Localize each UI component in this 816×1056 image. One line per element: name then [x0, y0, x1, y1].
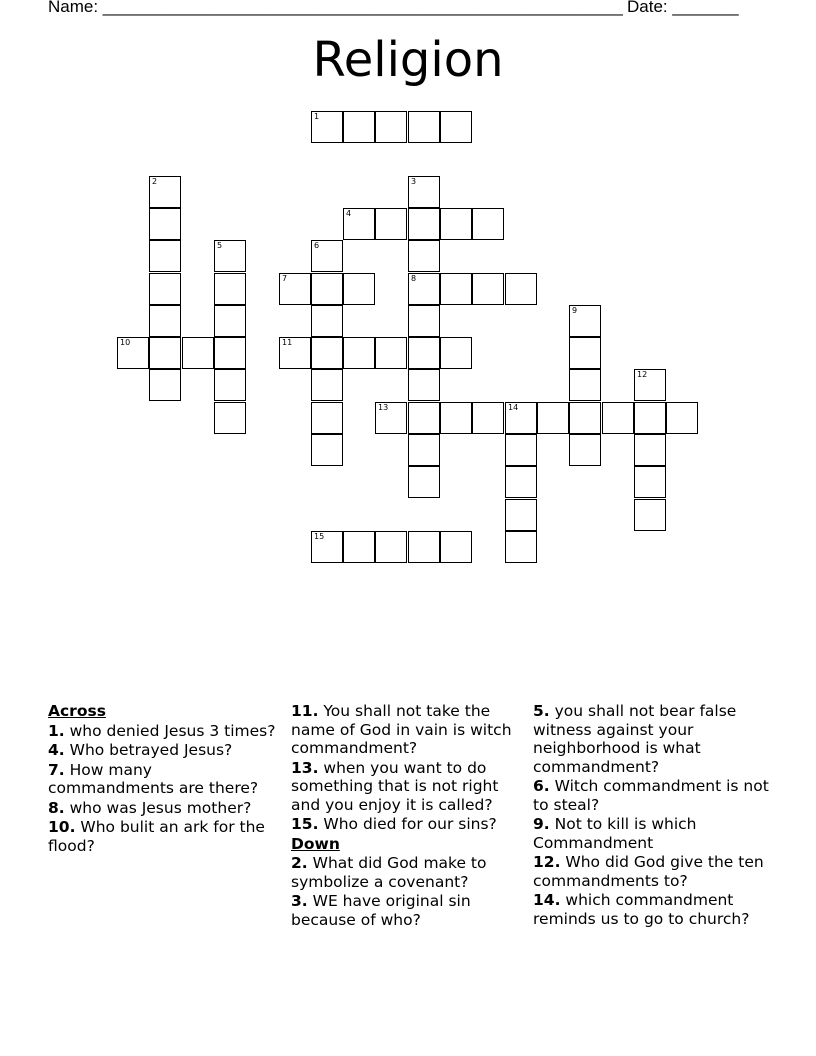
crossword-cell[interactable] — [311, 434, 343, 466]
down-clue-list-continued — [533, 702, 773, 928]
crossword-cell[interactable] — [634, 434, 666, 466]
crossword-cell[interactable] — [505, 434, 537, 466]
crossword-cell[interactable] — [149, 273, 181, 305]
cell-number: 8 — [411, 274, 417, 283]
crossword-cell[interactable] — [408, 273, 440, 305]
crossword-cell[interactable] — [472, 208, 504, 240]
clue-number: 11. — [291, 702, 319, 720]
crossword-cell[interactable] — [634, 466, 666, 498]
cell-number: 5 — [217, 241, 223, 250]
crossword-cell[interactable] — [408, 305, 440, 337]
crossword-cell[interactable] — [408, 466, 440, 498]
cell-number: 12 — [637, 370, 648, 379]
cell-number: 11 — [282, 338, 293, 347]
clue-number: 7. — [48, 760, 65, 779]
clue-number: 9. — [533, 815, 550, 833]
crossword-cell[interactable] — [666, 402, 698, 434]
crossword-cell[interactable] — [634, 499, 666, 531]
clue-text: Not to kill is which Commandment — [533, 815, 697, 852]
crossword-cell[interactable] — [214, 273, 246, 305]
crossword-cell[interactable] — [279, 337, 311, 369]
clue-number: 12. — [533, 853, 561, 871]
crossword-cell[interactable] — [149, 176, 181, 208]
clue-text: when you want to do something that is not right and you enjoy it is called? — [291, 758, 499, 814]
crossword-cell[interactable] — [505, 402, 537, 434]
clue-text: How many commandments are there? — [48, 760, 259, 797]
down-heading: Down — [291, 834, 340, 853]
crossword-cell[interactable] — [505, 499, 537, 531]
crossword-cell[interactable] — [343, 111, 375, 143]
crossword-cell[interactable] — [214, 402, 246, 434]
crossword-cell[interactable] — [505, 531, 537, 563]
crossword-cell[interactable] — [375, 111, 407, 143]
clue-item — [291, 815, 523, 834]
crossword-cell[interactable] — [472, 402, 504, 434]
clue-item — [48, 761, 280, 798]
cell-number: 15 — [314, 532, 325, 541]
crossword-cell[interactable] — [343, 273, 375, 305]
clue-text: You shall not take the name of God in vain is witch commandment? — [291, 702, 512, 757]
crossword-cell[interactable] — [149, 369, 181, 401]
crossword-cell[interactable] — [408, 208, 440, 240]
clue-number: 13. — [291, 758, 319, 777]
clue-number: 5. — [533, 702, 550, 720]
crossword-cell[interactable] — [343, 337, 375, 369]
clue-number: 15. — [291, 815, 319, 833]
crossword-cell[interactable] — [311, 369, 343, 401]
crossword-cell[interactable] — [214, 305, 246, 337]
crossword-cell[interactable] — [311, 240, 343, 272]
across-clue-list-continued — [291, 702, 523, 834]
crossword-cell[interactable] — [375, 337, 407, 369]
clue-number: 1. — [48, 721, 65, 740]
crossword-cell[interactable] — [440, 208, 472, 240]
crossword-cell[interactable] — [408, 434, 440, 466]
crossword-cell[interactable] — [440, 111, 472, 143]
crossword-cell[interactable] — [440, 337, 472, 369]
crossword-cell[interactable] — [279, 273, 311, 305]
crossword-cell[interactable] — [537, 402, 569, 434]
crossword-cell[interactable] — [408, 369, 440, 401]
crossword-cell[interactable] — [505, 273, 537, 305]
crossword-cell[interactable] — [149, 208, 181, 240]
across-heading: Across — [48, 702, 106, 720]
crossword-cell[interactable] — [311, 273, 343, 305]
crossword-cell[interactable] — [569, 337, 601, 369]
clue-item — [291, 702, 523, 758]
clue-number: 4. — [48, 741, 65, 759]
crossword-cell[interactable] — [343, 531, 375, 563]
cell-number: 4 — [346, 209, 352, 218]
across-clue-list — [48, 722, 280, 856]
crossword-cell[interactable] — [311, 531, 343, 563]
crossword-cell[interactable] — [569, 369, 601, 401]
crossword-cell[interactable] — [569, 305, 601, 337]
clue-item — [291, 759, 523, 815]
crossword-cell[interactable] — [634, 369, 666, 401]
crossword-cell[interactable] — [343, 208, 375, 240]
crossword-cell[interactable] — [117, 337, 149, 369]
cell-number: 2 — [152, 177, 158, 186]
clue-column-1 — [48, 701, 280, 855]
crossword-cell[interactable] — [375, 531, 407, 563]
crossword-cell[interactable] — [311, 402, 343, 434]
clue-item — [533, 702, 773, 776]
cell-number: 14 — [508, 403, 519, 412]
date-field-line[interactable]: Date: _______ — [627, 0, 739, 16]
crossword-cell[interactable] — [440, 273, 472, 305]
clue-text: What did God make to symbolize a covenant? — [291, 854, 487, 891]
clue-number: 14. — [533, 891, 561, 909]
clue-text: Who died for our sins? — [318, 815, 497, 833]
clue-item — [291, 892, 523, 929]
cell-number: 7 — [282, 274, 288, 283]
clue-item — [48, 799, 280, 818]
crossword-cell[interactable] — [569, 402, 601, 434]
crossword-cell[interactable] — [375, 402, 407, 434]
clue-text: Who bulit an ark for the flood? — [48, 818, 265, 855]
clue-item — [48, 741, 280, 760]
crossword-cell[interactable] — [472, 273, 504, 305]
clue-item — [533, 891, 773, 928]
clue-column-3 — [533, 701, 773, 928]
crossword-cell[interactable] — [602, 402, 634, 434]
cell-number: 13 — [378, 403, 389, 412]
crossword-cell[interactable] — [408, 402, 440, 434]
cell-number: 1 — [314, 112, 320, 121]
crossword-cell[interactable] — [214, 369, 246, 401]
puzzle-title: Religion — [312, 32, 504, 88]
crossword-cell[interactable] — [375, 208, 407, 240]
crossword-cell[interactable] — [408, 337, 440, 369]
clue-item — [533, 815, 773, 852]
cell-number: 10 — [120, 338, 131, 347]
down-clue-list — [291, 854, 523, 929]
crossword-cell[interactable] — [182, 337, 214, 369]
clue-column-2 — [291, 701, 523, 929]
crossword-cell[interactable] — [214, 337, 246, 369]
crossword-cell[interactable] — [311, 305, 343, 337]
clue-number: 8. — [48, 798, 65, 817]
cell-number: 9 — [572, 306, 578, 315]
clue-item — [291, 854, 523, 891]
clue-item — [533, 777, 773, 814]
crossword-cell[interactable] — [214, 240, 246, 272]
crossword-cell[interactable] — [149, 305, 181, 337]
crossword-cell[interactable] — [408, 531, 440, 563]
clue-number: 10. — [48, 818, 76, 836]
clue-item — [48, 722, 280, 741]
clue-text: which commandment reminds us to go to church? — [533, 891, 750, 928]
crossword-cell[interactable] — [149, 337, 181, 369]
clue-number: 3. — [291, 892, 308, 910]
crossword-cell[interactable] — [149, 240, 181, 272]
crossword-cell[interactable] — [440, 402, 472, 434]
crossword-cell[interactable] — [408, 176, 440, 208]
crossword-cell[interactable] — [440, 531, 472, 563]
name-field-line[interactable]: Name: _______________________________________________________ — [48, 0, 623, 16]
crossword-cell[interactable] — [569, 434, 601, 466]
clue-number: 2. — [291, 854, 308, 872]
clue-text: you shall not bear false witness against your neighborhood is what commandment? — [533, 702, 737, 776]
clue-text: Who did God give the ten commandments to? — [533, 853, 764, 890]
crossword-cell[interactable] — [505, 466, 537, 498]
clue-text: WE have original sin because of who? — [291, 892, 471, 929]
crossword-cell[interactable] — [634, 402, 666, 434]
clue-text: Witch commandment is not to steal? — [533, 777, 769, 814]
clue-text: Who betrayed Jesus? — [64, 741, 233, 759]
cell-number: 6 — [314, 241, 320, 250]
clue-text: who was Jesus mother? — [64, 798, 252, 817]
crossword-cell[interactable] — [311, 111, 343, 143]
clue-item — [48, 818, 280, 855]
crossword-cell[interactable] — [408, 240, 440, 272]
clue-text: who denied Jesus 3 times? — [64, 721, 276, 740]
crossword-cell[interactable] — [408, 111, 440, 143]
clue-number: 6. — [533, 777, 550, 795]
cell-number: 3 — [411, 177, 417, 186]
clue-item — [533, 853, 773, 890]
crossword-cell[interactable] — [311, 337, 343, 369]
